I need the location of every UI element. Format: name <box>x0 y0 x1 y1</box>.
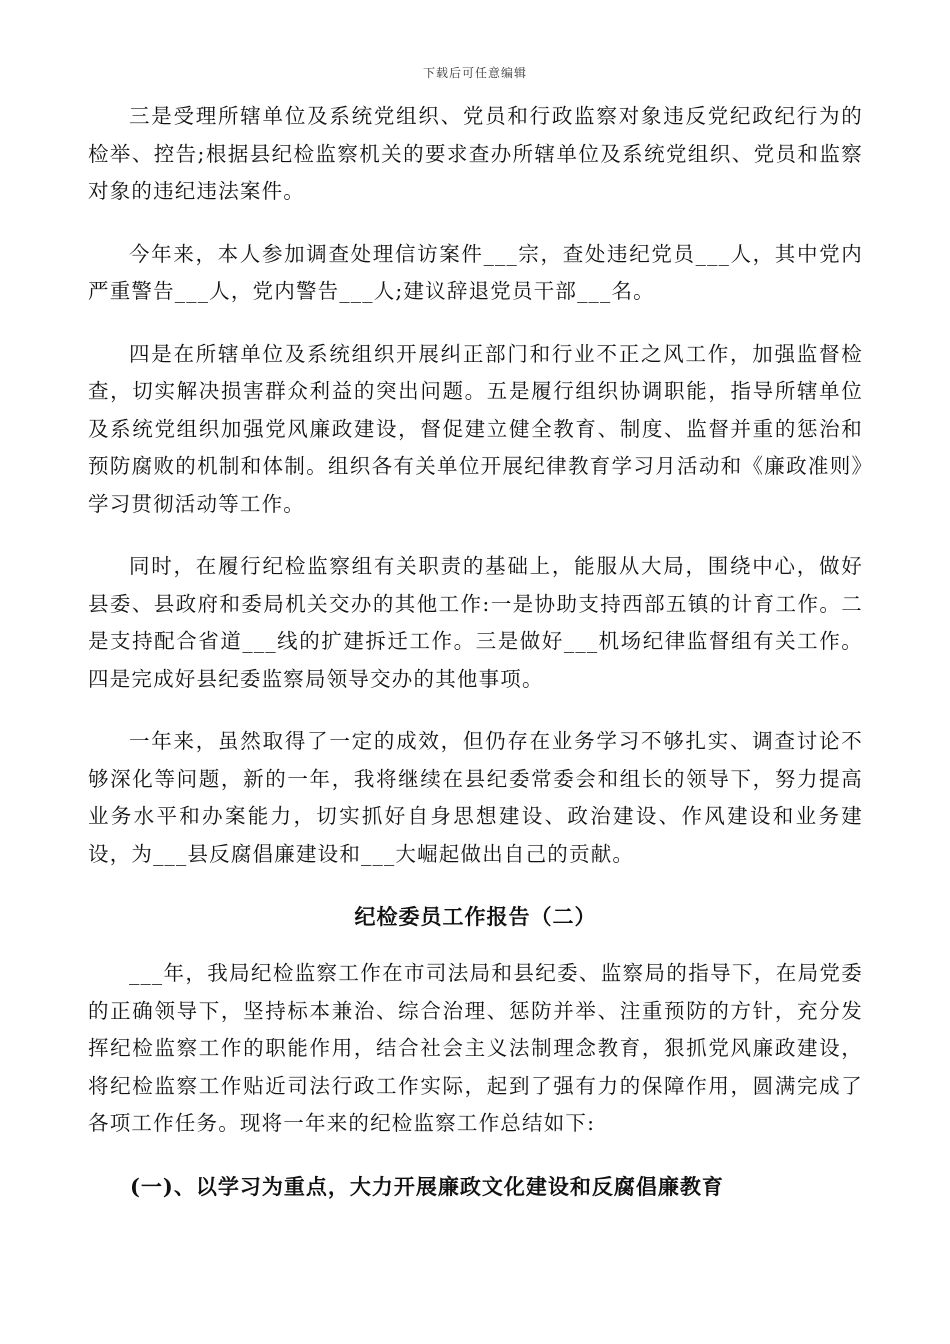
intro-paragraph: ___年，我局纪检监察工作在市司法局和县纪委、监察局的指导下，在局党委的正确领导下，坚持标本兼治、综合治理、惩防并举、注重预防的方针，充分发挥纪检监察工作的职能作用，结合社会主义法制理念教育，狠抓党风廉政建设，将纪检监察工作贴近司法行政工作实际，起到了强有力的保障作用，圆满完成了各项工作任务。现将一年来的纪检监察工作总结如下: <box>88 961 863 1135</box>
paragraph: 三是受理所辖单位及系统党组织、党员和行政监察对象违反党纪政纪行为的检举、控告;根据县纪检监察机关的要求查办所辖单位及系统党组织、党员和监察对象的违纪违法案件。 <box>88 104 863 203</box>
subheading: (一)、以学习为重点，大力开展廉政文化建设和反腐倡廉教育 <box>130 1173 724 1199</box>
section-title: 纪检委员工作报告（二） <box>354 904 597 929</box>
page-header: 下载后可任意编辑 <box>422 66 527 80</box>
paragraph: 四是在所辖单位及系统组织开展纠正部门和行业不正之风工作，加强监督检查，切实解决损害群众利益的突出问题。五是履行组织协调职能，指导所辖单位及系统党组织加强党风廉政建设，督促建立健全教育、制度、监督并重的惩治和预防腐败的机制和体制。组织各有关单位开展纪律教育学习月活动和《廉政准则》学习贯彻活动等工作。 <box>88 341 863 516</box>
paragraph: 同时，在履行纪检监察组有关职责的基础上，能服从大局，围绕中心，做好县委、县政府和委局机关交办的其他工作:一是协助支持西部五镇的计育工作。二是支持配合省道___线的扩建拆迁工作。三是做好___机场纪律监督组有关工作。四是完成好县纪委监察局领导交办的其他事项。 <box>88 554 863 691</box>
paragraph: 一年来，虽然取得了一定的成效，但仍存在业务学习不够扎实、调查讨论不够深化等问题，新的一年，我将继续在县纪委常委会和组长的领导下，努力提高业务水平和办案能力，切实抓好自身思想建设、政治建设、作风建设和业务建设，为___县反腐倡廉建设和___大崛起做出自己的贡献。 <box>88 729 863 866</box>
document-body <box>88 98 863 1205</box>
paragraph: 今年来，本人参加调查处理信访案件___宗，查处违纪党员___人，其中党内严重警告___人，党内警告___人;建议辞退党员干部___名。 <box>88 241 863 303</box>
